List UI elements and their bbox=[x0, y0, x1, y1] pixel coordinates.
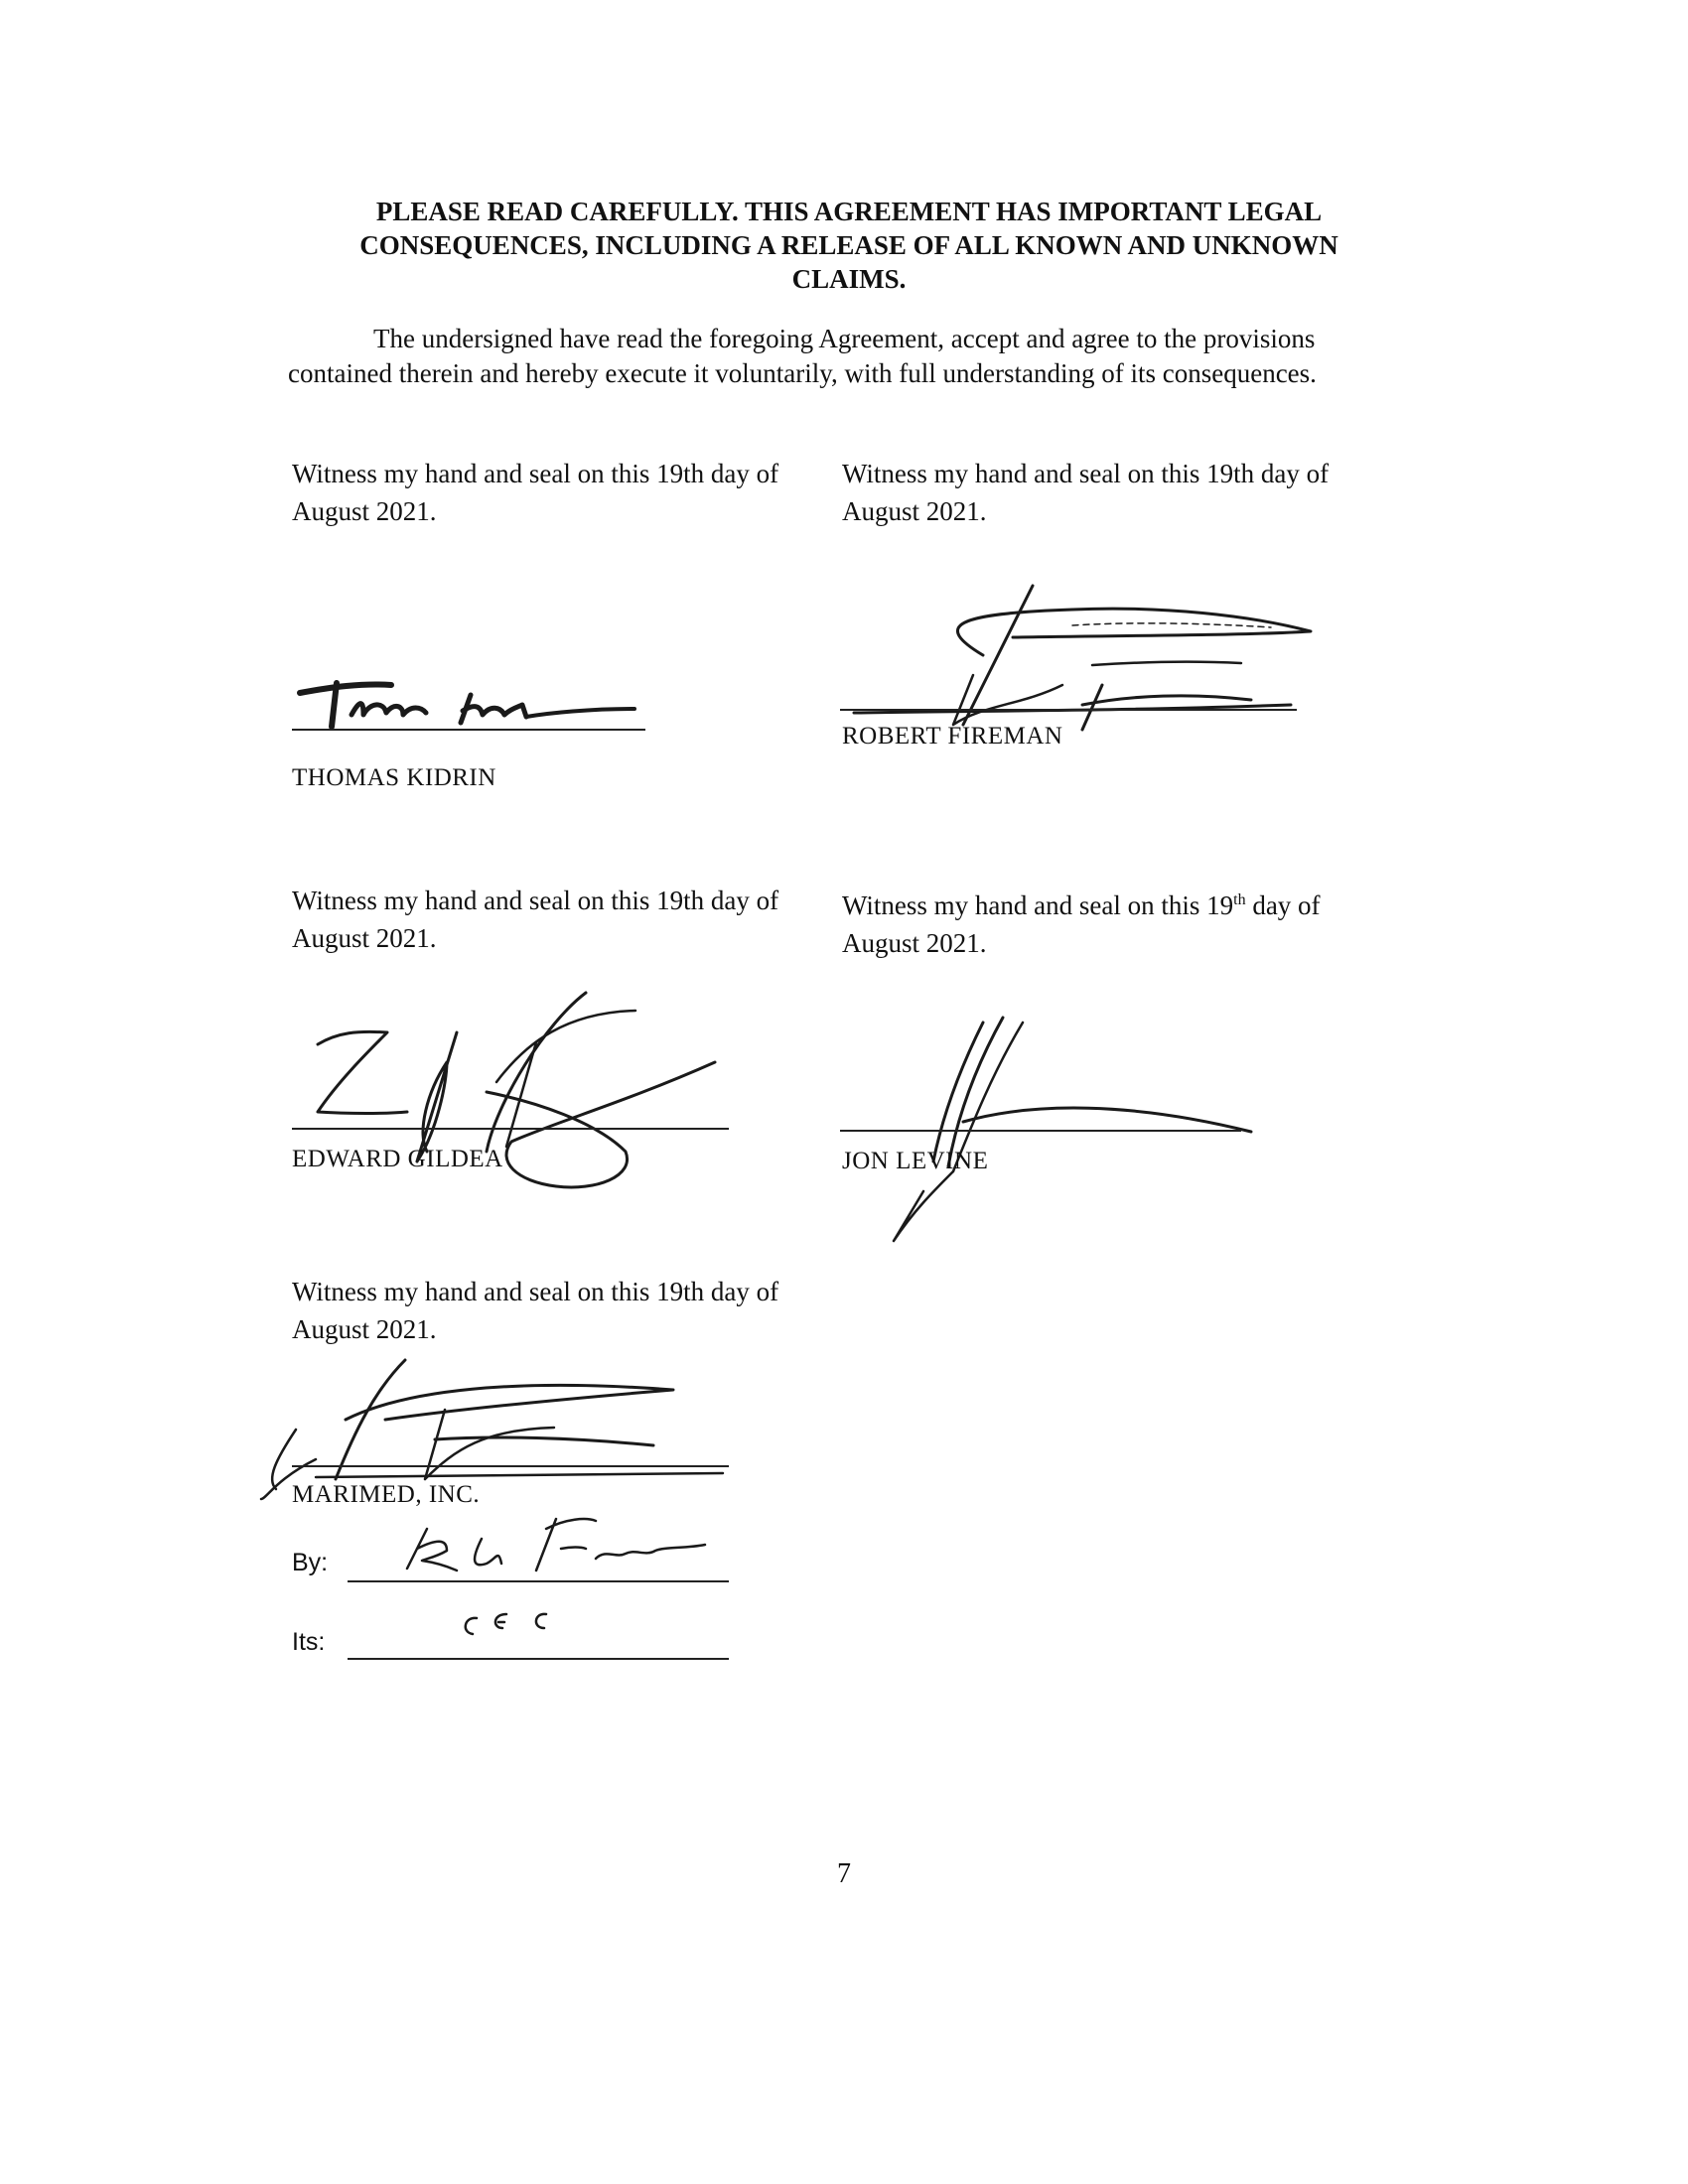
witness-clause-text: Witness my hand and seal on this 19 bbox=[842, 890, 1234, 920]
acknowledgement-paragraph bbox=[288, 322, 1390, 391]
witness-clause-line-2: August 2021. bbox=[292, 496, 437, 526]
signatory-name-company: MARIMED, INC. bbox=[292, 1481, 481, 1508]
witness-clause-fireman bbox=[842, 455, 1329, 530]
notice-heading-line-3: CLAIMS. bbox=[791, 264, 907, 294]
signature-levine bbox=[854, 1003, 1271, 1251]
page-number: 7 bbox=[837, 1858, 851, 1889]
notice-heading-line-1: PLEASE READ CAREFULLY. THIS AGREEMENT HAS IMPORTANT LEGAL bbox=[375, 197, 1323, 226]
witness-clause-gildea bbox=[292, 882, 778, 957]
signature-company-seal bbox=[256, 1350, 733, 1499]
signature-fireman bbox=[834, 566, 1331, 745]
witness-clause-line-1: Witness my hand and seal on this 19th day of bbox=[842, 459, 1330, 488]
signatory-name-fireman: ROBERT FIREMAN bbox=[842, 723, 1063, 750]
signatory-name-kidrin: THOMAS KIDRIN bbox=[292, 764, 496, 791]
witness-clause-company bbox=[292, 1273, 778, 1348]
ordinal-suffix: th bbox=[1233, 891, 1246, 908]
witness-clause-line-1: Witness my hand and seal on this 19th day of bbox=[292, 459, 779, 488]
notice-heading-line-2: CONSEQUENCES, INCLUDING A RELEASE OF ALL KNOWN AND UNKNOWN bbox=[359, 230, 1338, 260]
by-signature bbox=[387, 1509, 745, 1578]
witness-clause-text-end: day of bbox=[1245, 890, 1321, 920]
witness-clause-line-1 bbox=[842, 882, 1321, 924]
its-line bbox=[348, 1658, 729, 1660]
signature-line-gildea bbox=[292, 1128, 729, 1130]
witness-clause-line-2: August 2021. bbox=[292, 1314, 437, 1344]
witness-clause-line-2: August 2021. bbox=[292, 923, 437, 953]
by-line bbox=[348, 1580, 729, 1582]
its-value-handwritten bbox=[447, 1598, 586, 1648]
signature-line-fireman bbox=[840, 709, 1297, 711]
witness-clause-line-2: August 2021. bbox=[842, 496, 987, 526]
witness-clause-line-2: August 2021. bbox=[842, 928, 987, 958]
witness-clause-levine bbox=[842, 882, 1321, 962]
acknowledgement-line-1: The undersigned have read the foregoing Agreement, accept and agree to the provisions bbox=[373, 324, 1316, 353]
signature-line-company bbox=[292, 1465, 729, 1467]
witness-clause-line-1: Witness my hand and seal on this 19th day of bbox=[292, 1277, 779, 1306]
by-label: By: bbox=[292, 1549, 329, 1576]
witness-clause-line-1: Witness my hand and seal on this 19th day of bbox=[292, 886, 779, 915]
witness-clause-kidrin bbox=[292, 455, 778, 530]
its-label: Its: bbox=[292, 1628, 326, 1656]
signatory-name-gildea: EDWARD GILDEA bbox=[292, 1146, 503, 1172]
signatory-name-levine: JON LEVINE bbox=[842, 1148, 989, 1174]
notice-heading bbox=[298, 195, 1400, 296]
signature-line-levine bbox=[840, 1130, 1241, 1132]
signature-line-kidrin bbox=[292, 729, 645, 731]
acknowledgement-line-2: contained therein and hereby execute it voluntarily, with full understanding of its consequences. bbox=[288, 358, 1317, 388]
signature-kidrin bbox=[292, 665, 649, 754]
